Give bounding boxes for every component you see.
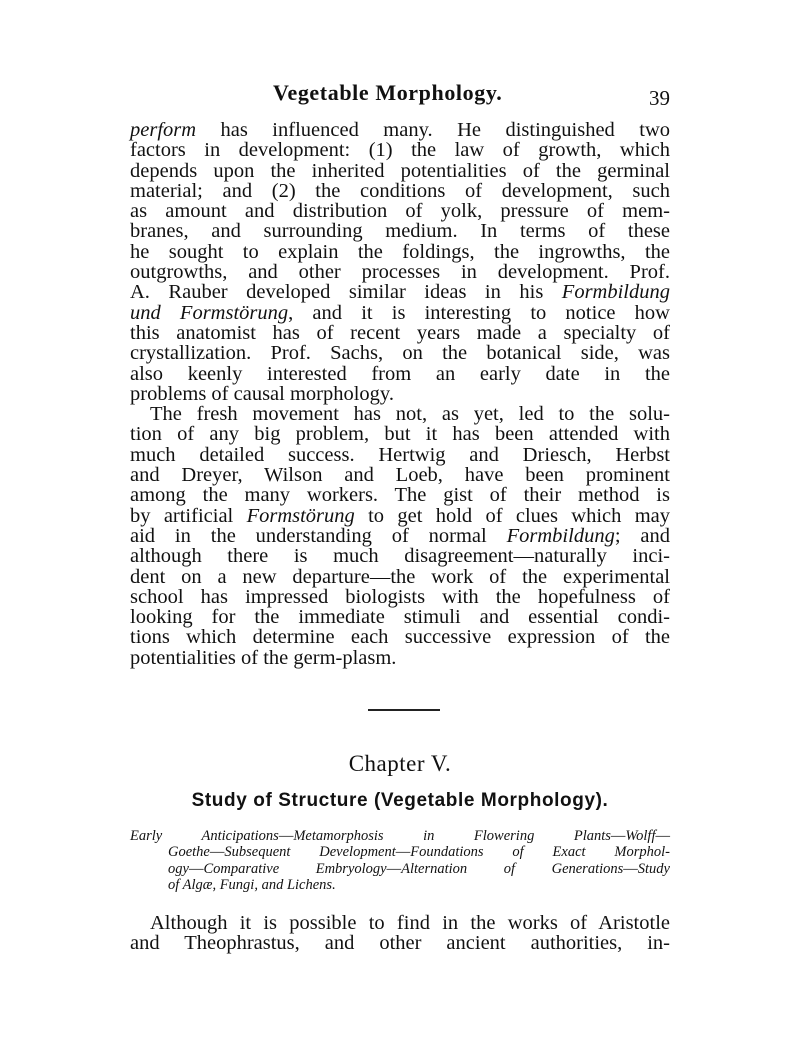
body-text (130, 120, 670, 668)
synopsis-line: of Algæ, Fungi, and Lichens. (168, 877, 336, 894)
text-line: tions which determine each successive expression of the (130, 626, 670, 649)
paragraph-3 (130, 913, 670, 954)
text-line: by artificial Formstörung to get hold of clues which may (130, 504, 670, 527)
text-line: tion of any big problem, but it has been attended with (130, 423, 670, 446)
chapter-title: Chapter V. (348, 751, 452, 776)
chapter-synopsis (130, 828, 670, 894)
synopsis-line: Early Anticipations—Metamorphosis in Flowering Plants—Wolff— (130, 828, 670, 844)
text-line: and Theophrastus, and other ancient authorities, in- (130, 932, 670, 955)
text-line: also keenly interested from an early date in the (130, 362, 670, 385)
text-line: crystallization. Prof. Sachs, on the botanical side, was (130, 342, 670, 365)
text-line: branes, and surrounding medium. In terms of these (130, 220, 670, 243)
text-line: aid in the understanding of normal Formbildung; and (130, 524, 671, 547)
text-line: Although it is possible to find in the works of Aristotle (150, 912, 670, 934)
text-line: although there is much disagreement—naturally inci- (130, 545, 670, 568)
text-line: perform has influenced many. He distinguished two (130, 119, 670, 141)
text-line: A. Rauber developed similar ideas in his Formbildung (130, 281, 670, 304)
synopsis-line: Goethe—Subsequent Development—Foundations of Exact Morphol- (168, 844, 670, 861)
text-line: among the many workers. The gist of their method is (130, 484, 670, 507)
text-line: potentialities of the germ-plasm. (130, 646, 397, 669)
text-line: factors in development: (1) the law of growth, which (130, 139, 670, 162)
text-line: outgrowths, and other processes in development. Prof. (130, 261, 670, 284)
chapter-subtitle: Study of Structure (Vegetable Morphology). (191, 790, 609, 811)
paragraph-1 (130, 120, 670, 404)
synopsis-line: ogy—Comparative Embryology—Alternation of Generations—Study (168, 860, 670, 877)
text-line: The fresh movement has not, as yet, led to the solu- (150, 403, 670, 426)
text-line: und Formstörung, and it is interesting to notice how (130, 301, 670, 324)
text-line: dent on a new departure—the work of the experimental (130, 565, 670, 588)
text-line: much detailed success. Hertwig and Driesch, Herbst (130, 443, 670, 466)
text-line: school has impressed biologists with the hopefulness of (130, 585, 670, 608)
text-line: he sought to explain the foldings, the ingrowths, the (130, 240, 670, 263)
page-number: 39 (649, 86, 670, 110)
text-line: this anatomist has of recent years made a specialty of (130, 321, 670, 344)
text-line: as amount and distribution of yolk, pressure of mem- (130, 200, 670, 223)
text-line: and Dreyer, Wilson and Loeb, have been prominent (130, 464, 670, 487)
section-divider (368, 709, 440, 711)
text-line: looking for the immediate stimuli and essential condi- (130, 606, 670, 629)
text-line: depends upon the inherited potentialities of the germinal (130, 159, 670, 182)
paragraph-2 (130, 404, 670, 668)
text-line: problems of causal morphology. (130, 382, 394, 405)
running-title: Vegetable Morphology. (273, 80, 503, 105)
text-line: material; and (2) the conditions of development, such (130, 179, 670, 202)
opening-paragraph (130, 913, 670, 954)
running-head (130, 80, 670, 112)
